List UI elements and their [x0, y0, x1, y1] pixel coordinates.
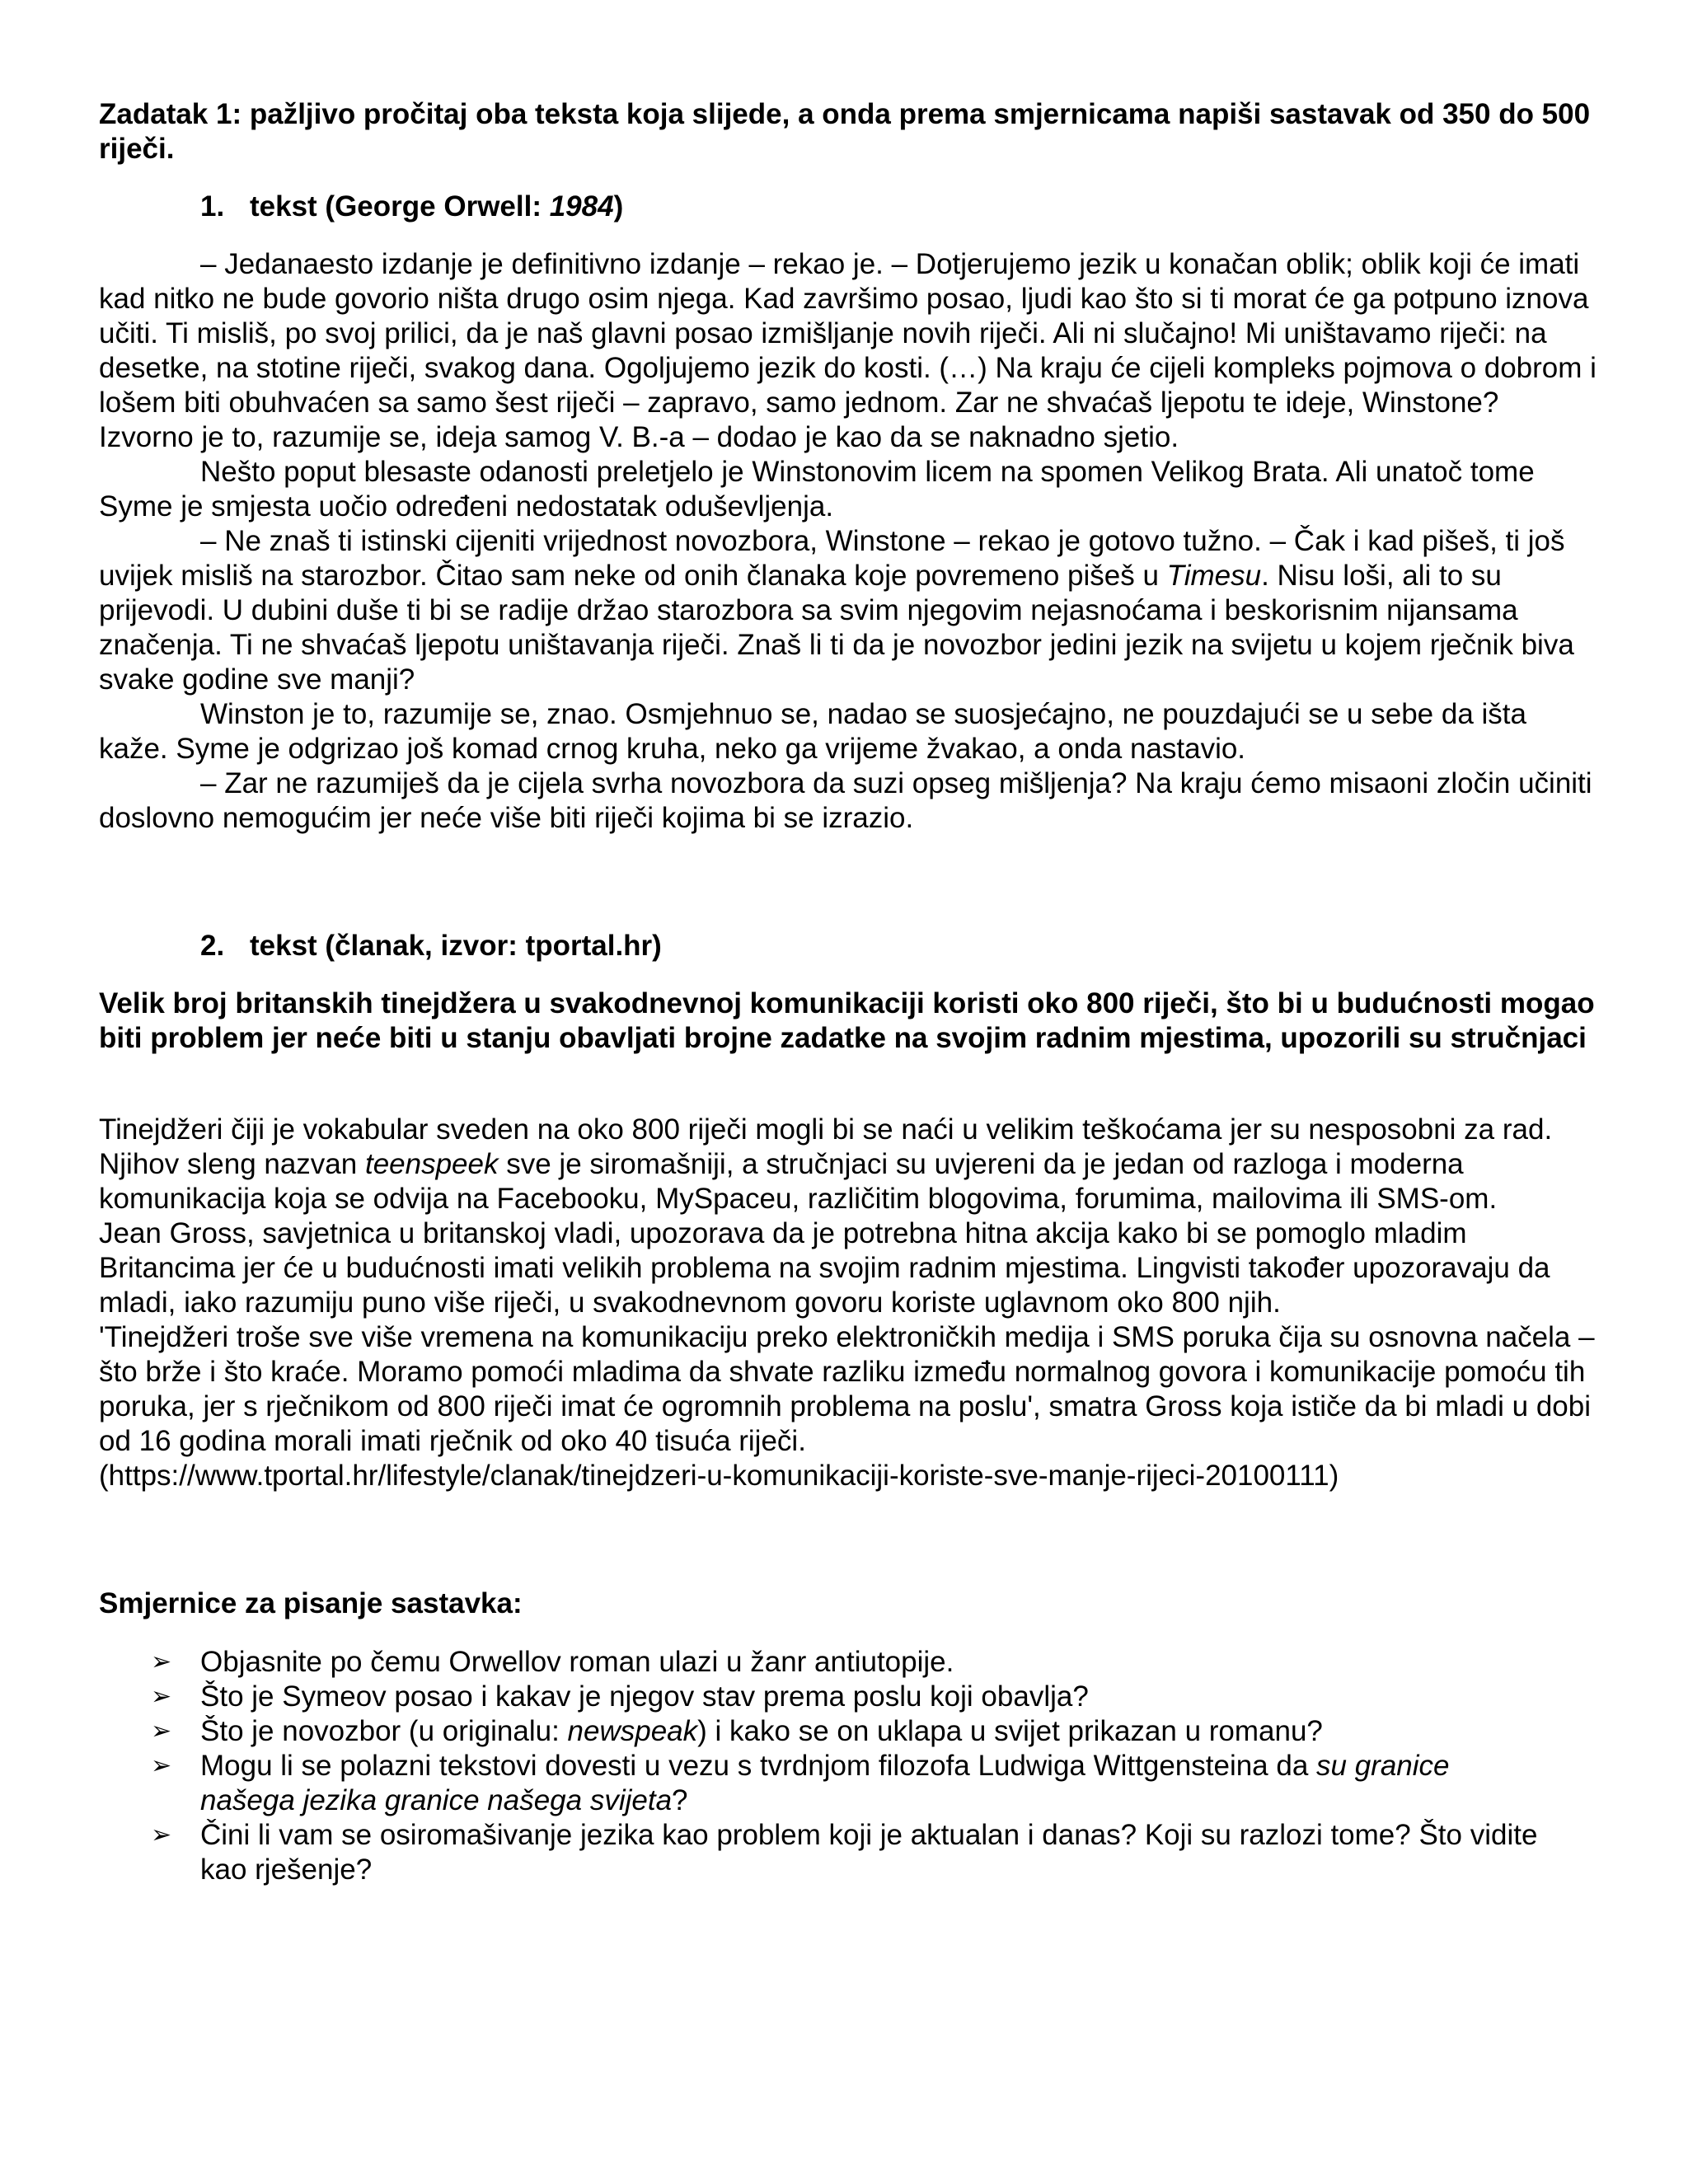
guideline-item [151, 1680, 1552, 1714]
guideline-text-4a: Mogu li se polazni tekstovi dovesti u vezu s tvrdnjom filozofa Ludwiga Wittgensteina da [200, 1750, 1317, 1782]
text1-p3-part-a: – Ne znaš ti istinski cijeniti vrijednost novozbora, Winstone – rekao je gotovo tužno. – Čak i kad pišeš, ti još uvijek misliš na starozbor. Čitao sam neke od onih članaka koje povremeno pišeš u [99, 525, 1565, 592]
arrow-bullet-icon: ➢ [151, 1752, 172, 1779]
arrow-bullet-icon: ➢ [151, 1683, 172, 1710]
text1-paragraph-2: Nešto poput blesaste odanosti preletjelo je Winstonovim licem na spomen Velikog Brata. Ali unatoč tome Syme je smjesta uočio određeni nedostatak oduševljenja. [99, 456, 1535, 523]
text2-paragraph-4: 'Tinejdžeri troše sve više vremena na komunikaciju preko elektroničkih medija i SMS poruka čija su osnovna načela – što brže i što kraće. Moramo pomoći mladima da shvate razliku između normalnog govora i komunikacije pomoću tih poruka, jer s rječnikom od 800 riječi imat će ogromnih problema na poslu', smatra Gross koja ističe da bi mladi u dobi od 16 godina morali imati rječnik od oko 40 tisuća riječi. [99, 1321, 1595, 1457]
text1-p3-part-b: . Nisu loši, ali to su prijevodi. U dubini duše ti bi se radije držao starozbora sa svim njegovim nejasnoćama i beskorisnim nijansama značenja. Ti ne shvaćaš ljepotu uništavanja riječi. Znaš li ti da je novozbor jedini jezik na svijetu u kojem rječnik biva svake godine sve manji? [99, 560, 1574, 696]
guideline-text-3b: ) i kako se on uklapa u svijet prikazan u romanu? [697, 1715, 1323, 1747]
text2-heading [200, 929, 662, 963]
arrow-bullet-icon: ➢ [151, 1648, 172, 1675]
text2-paragraph-3: Jean Gross, savjetnica u britanskoj vladi, upozorava da je potrebna hitna akcija kako bi se pomoglo mladim Britancima jer će u budućnosti imati velikih problema na svojim radnim mjestima. Lingvisti također upozoravaju da mladi, iako razumiju puno više riječi, u svakodnevnom govoru koriste uglavnom oko 800 njih. [99, 1217, 1550, 1319]
text2-p2-part-a: Njihov sleng nazvan [99, 1148, 365, 1180]
guideline-text-4b: ? [672, 1784, 688, 1816]
guideline-text-3-italic: newspeak [567, 1715, 698, 1747]
guideline-item [151, 1714, 1552, 1749]
text2-paragraph-2 [99, 1147, 1599, 1216]
text1-heading-prefix: tekst (George Orwell: [250, 190, 550, 223]
guideline-text-4-italic: su granice našega jezika granice našega svijeta [200, 1750, 1450, 1816]
guidelines-heading: Smjernice za pisanje sastavka: [99, 1587, 523, 1619]
arrow-bullet-icon: ➢ [151, 1821, 172, 1849]
text2-number: 2. [200, 930, 225, 962]
arrow-bullet-icon: ➢ [151, 1718, 172, 1745]
text2-paragraph-1: Tinejdžeri čiji je vokabular sveden na oko 800 riječi mogli bi se naći u velikim teškoćama jer su nesposobni za rad. [99, 1113, 1553, 1146]
text1-number: 1. [200, 190, 225, 223]
task-heading: Zadatak 1: pažljivo pročitaj oba teksta koja slijede, a onda prema smjernicama napiši sastavak od 350 do 500 riječi. [99, 98, 1591, 165]
text1-paragraph-1: – Jedanaesto izdanje je definitivno izdanje – rekao je. – Dotjerujemo jezik u konačan oblik; oblik koji će imati kad nitko ne bude govorio ništa drugo osim njega. Kad završimo posao, ljudi kao što si ti morat će ga potpuno iznova učiti. Ti misliš, po svoj prilici, da je naš glavni posao izmišljanje novih riječi. Ali ni slučajno! Mi uništavamo riječi: na desetke, na stotine riječi, svakog dana. Ogoljujemo jezik do kosti. (…) Na kraju će cijeli kompleks pojmova o dobrom i lošem biti obuhvaćen sa samo šest riječi – zapravo, samo jednom. Zar ne shvaćaš ljepotu te ideje, Winstone? Izvorno je to, razumije se, ideja samog V. B.-a – dodao je kao da se naknadno sjetio. [99, 248, 1597, 453]
guideline-text-2: Što je Symeov posao i kakav je njegov stav prema poslu koji obavlja? [200, 1680, 1089, 1713]
text1-heading [200, 190, 623, 224]
text1-paragraph-5: – Zar ne razumiješ da je cijela svrha novozbora da suzi opseg mišljenja? Na kraju ćemo misaoni zločin učiniti doslovno nemogućim jer neće više biti riječi kojima bi se izrazio. [99, 767, 1592, 834]
text2-p2-part-b: sve je siromašniji, a stručnjaci su uvjereni da je jedan od razloga i moderna komunikacija koja se odvija na Facebooku, MySpaceu, različitim blogovima, forumima, mailovima ili SMS-om. [99, 1148, 1498, 1215]
text2-body [99, 1113, 1599, 1493]
text2-p2-italic: teenspeek [364, 1148, 499, 1180]
text2-source: (https://www.tportal.hr/lifestyle/clanak/tinejdzeri-u-komunikaciji-koriste-sve-manje-rijeci-20100111) [99, 1460, 1339, 1492]
text1-p3-italic: Timesu [1166, 560, 1262, 592]
text1-paragraph-4: Winston je to, razumije se, znao. Osmjehnuo se, nadao se suosjećajno, ne pouzdajući se u sebe da išta kaže. Syme je odgrizao još komad crnog kruha, neko ga vrijeme žvakao, a onda nastavio. [99, 698, 1526, 765]
guideline-text-5: Čini li vam se osiromašivanje jezika kao problem koji je aktualan i danas? Koji su razlozi tome? Što vidite kao rješenje? [200, 1819, 1538, 1886]
guideline-text-1: Objasnite po čemu Orwellov roman ulazi u žanr antiutopije. [200, 1646, 954, 1678]
guideline-item [151, 1818, 1552, 1887]
guidelines-list [151, 1645, 1552, 1887]
text1-body [99, 247, 1599, 836]
guideline-text-3a: Što je novozbor (u originalu: [200, 1715, 568, 1747]
text1-heading-title: 1984 [549, 190, 614, 223]
text1-heading-suffix: ) [613, 190, 624, 223]
text2-lead: Velik broj britanskih tinejdžera u svakodnevnoj komunikaciji koristi oko 800 riječi, što bi u budućnosti mogao biti problem jer neće biti u stanju obavljati brojne zadatke na svojim radnim mjestima, upozorili su stručnjaci [99, 987, 1595, 1054]
text1-paragraph-3 [99, 524, 1599, 697]
guideline-item [151, 1749, 1552, 1818]
guideline-item [151, 1645, 1552, 1680]
text2-heading-label: tekst (članak, izvor: tportal.hr) [250, 930, 662, 962]
